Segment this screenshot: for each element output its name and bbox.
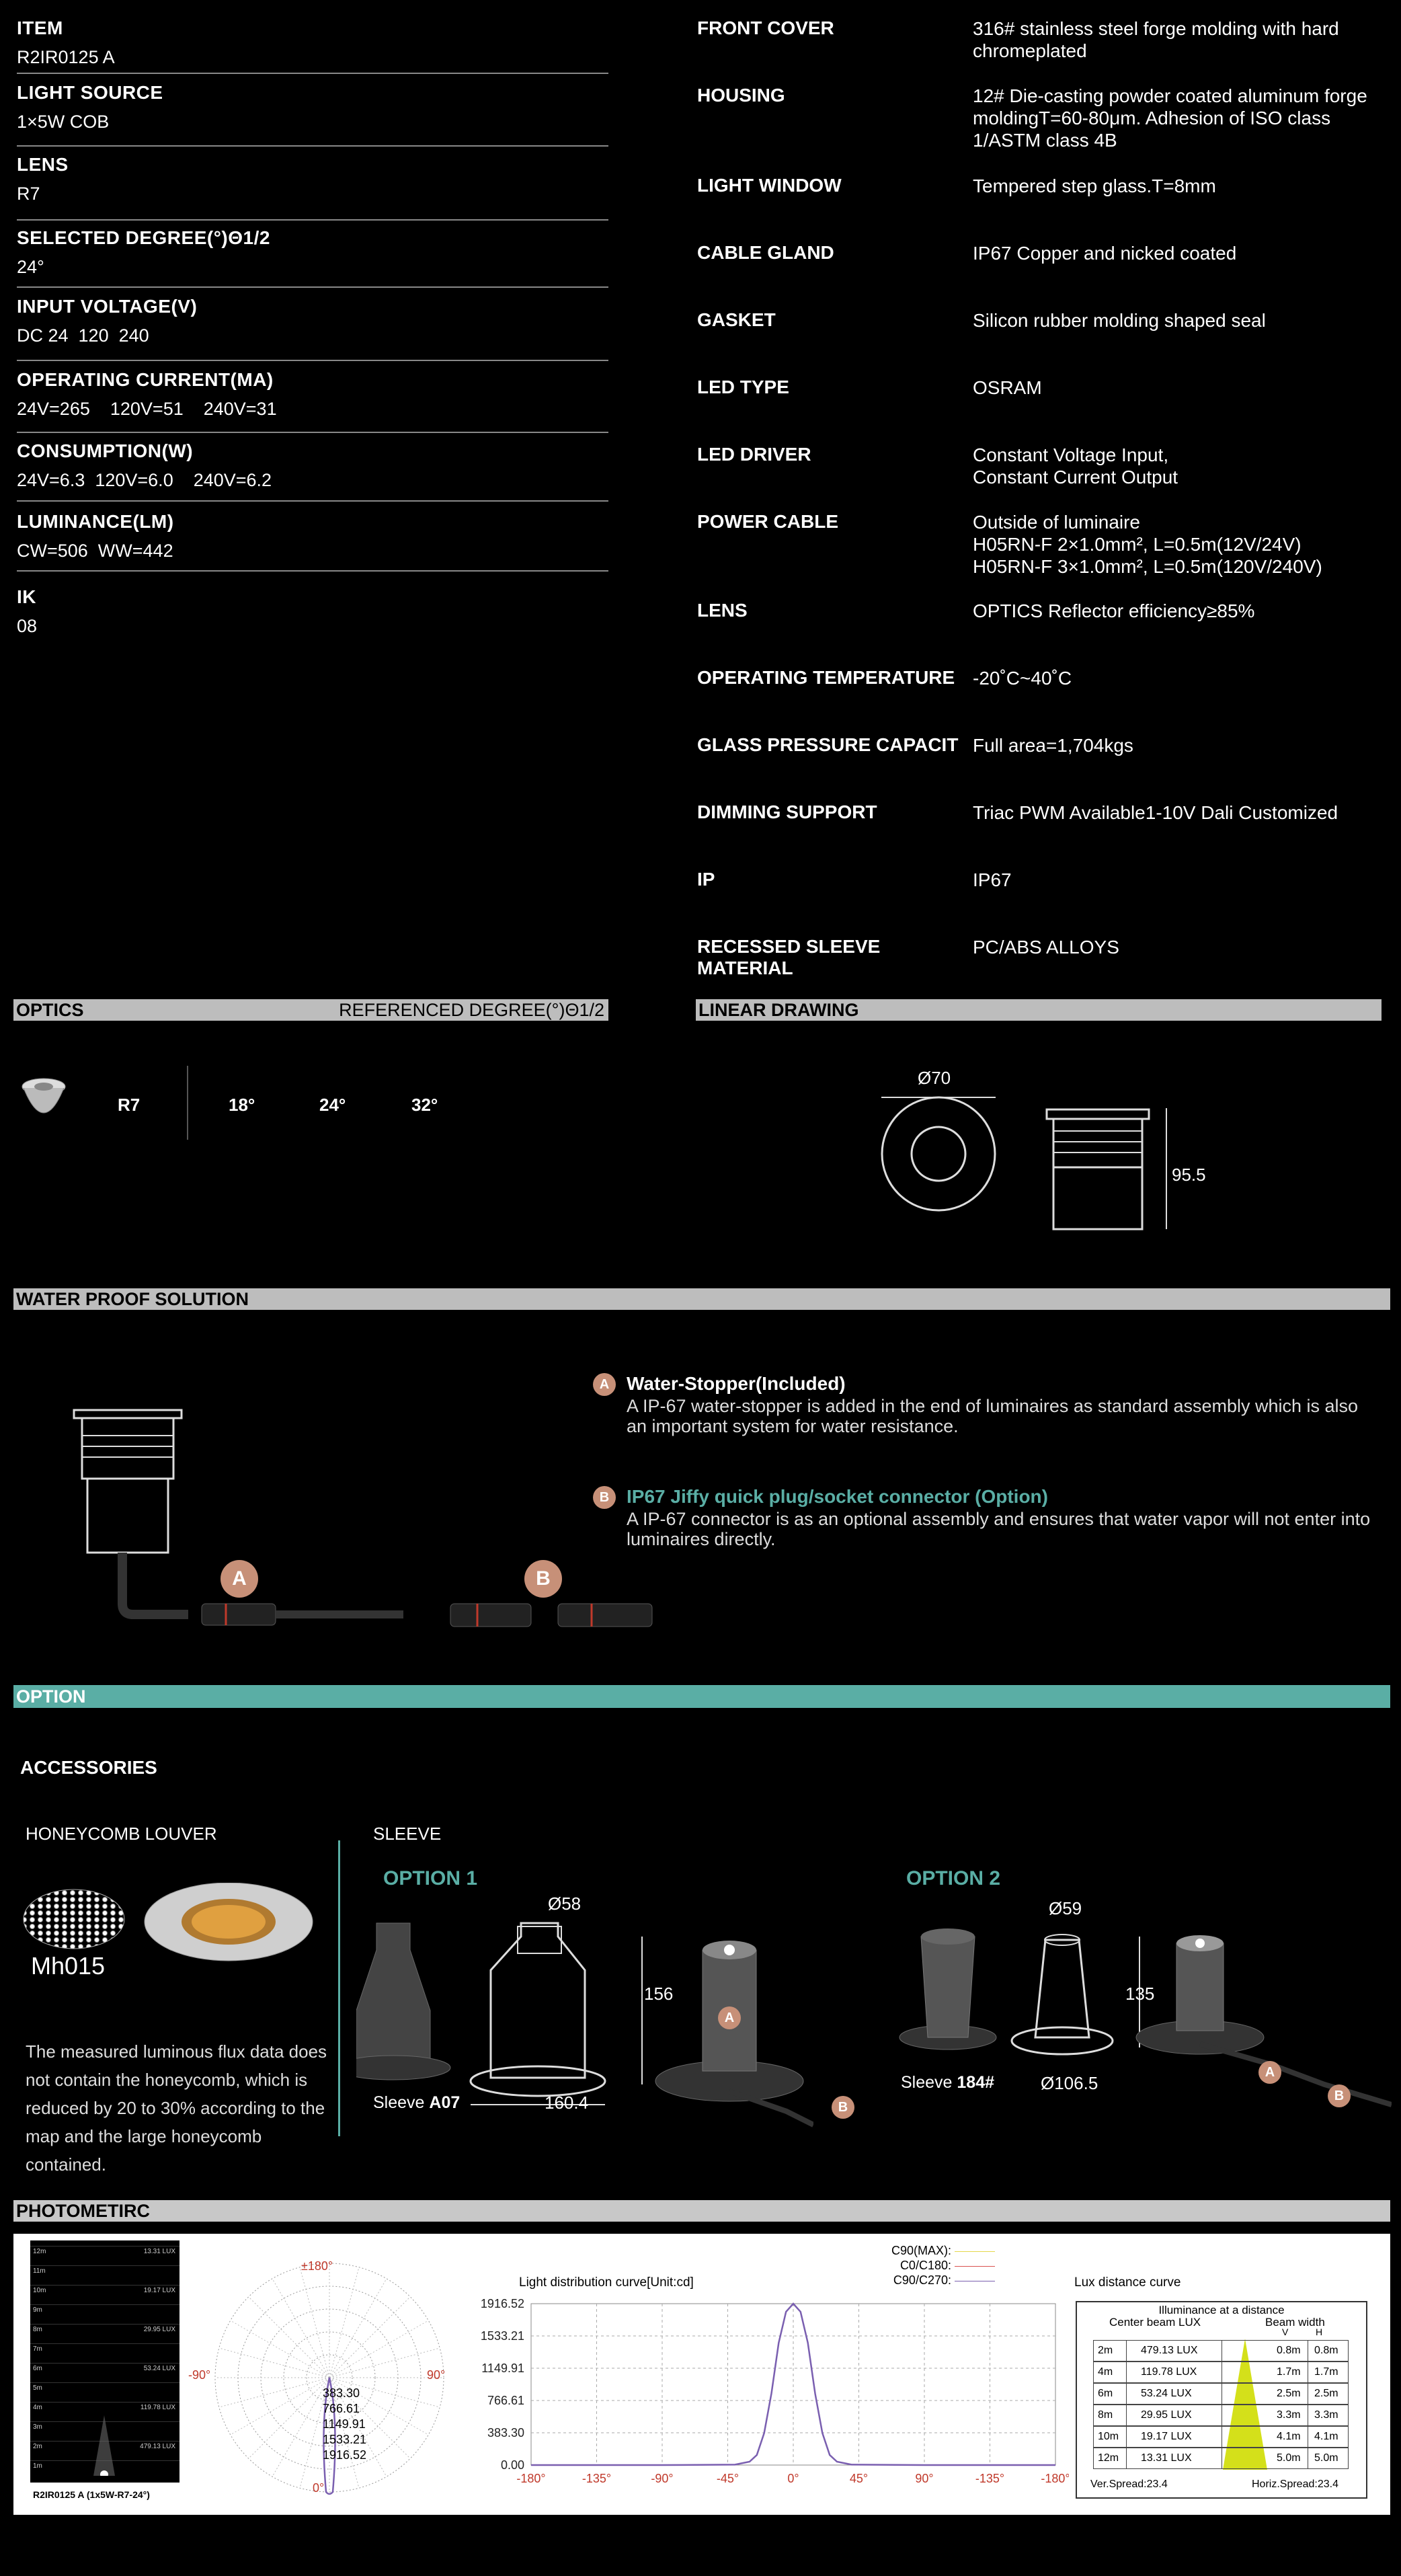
- lux-cell-lux: 119.78 LUX: [1141, 2366, 1197, 2378]
- lux-cell-divider: [1126, 2448, 1127, 2468]
- lux-box: [1076, 2301, 1367, 2499]
- sleeve-option-1-badge-b: B: [832, 2096, 854, 2119]
- waterproof-badge-b-large: B: [524, 1560, 562, 1598]
- left-spec-label: OPERATING CURRENT(MA): [17, 369, 274, 390]
- right-spec-label: CABLE GLAND: [697, 242, 834, 263]
- lux-cell-h: 1.7m: [1314, 2366, 1338, 2378]
- light-distribution-chart: [450, 2294, 1069, 2513]
- thumbnail-distance: 10m: [33, 2287, 46, 2294]
- thumbnail-distance: 9m: [33, 2306, 42, 2314]
- linear-top-view: [877, 1089, 1213, 1254]
- polar-left-label: -90°: [188, 2368, 211, 2382]
- left-spec-divider: [17, 73, 608, 74]
- thumbnail-row: [30, 2343, 179, 2353]
- polar-ring-4: 1533.21: [323, 2433, 367, 2446]
- polar-spoke: [249, 2297, 329, 2378]
- polar-ring-3: 1149.91: [323, 2417, 366, 2431]
- sleeve-option-2-width-dim: Ø106.5: [1041, 2073, 1098, 2093]
- left-spec-4: [17, 296, 608, 346]
- thumbnail-distance: 12m: [33, 2248, 46, 2255]
- left-spec-divider: [17, 286, 608, 288]
- thumbnail-lux: 479.13 LUX: [140, 2443, 175, 2450]
- polar-spoke: [219, 2378, 329, 2407]
- optics-referenced-degree: REFERENCED DEGREE(°)Θ1/2: [339, 1000, 604, 1020]
- lux-row: [1093, 2448, 1349, 2469]
- lux-row: [1093, 2340, 1349, 2362]
- left-spec-3: [17, 227, 608, 278]
- polar-bottom-label: 0°: [313, 2481, 325, 2495]
- polar-ring-5: 1916.52: [323, 2448, 367, 2462]
- right-spec-value: PC/ABS ALLOYS: [973, 937, 1119, 958]
- lux-cell-v: 1.7m: [1277, 2366, 1301, 2378]
- lux-cell-divider: [1126, 2405, 1127, 2425]
- sleeve-option-2-badge-a: A: [1258, 2061, 1281, 2084]
- right-spec-label: RECESSED SLEEVE MATERIAL: [697, 936, 881, 978]
- thumbnail-caption: R2IR0125 A (1x5W-R7-24°): [33, 2489, 150, 2500]
- sleeve-option-1-top-dim: Ø58: [548, 1894, 582, 1914]
- left-spec-label: INPUT VOLTAGE(V): [17, 296, 198, 317]
- lux-cell-lux: 13.31 LUX: [1141, 2452, 1192, 2464]
- lux-row: [1093, 2383, 1349, 2405]
- lux-cell-h: 2.5m: [1314, 2388, 1338, 2399]
- thumbnail-distance: 5m: [33, 2384, 42, 2392]
- sleeve-option-1-code: A07: [429, 2093, 461, 2112]
- chart-x-tick: 90°: [915, 2472, 934, 2485]
- lux-cell-divider: [1126, 2427, 1127, 2447]
- curve-title: Light distribution curve[Unit:cd]: [519, 2275, 694, 2290]
- sleeve-option-2-code: 184#: [957, 2073, 995, 2092]
- right-spec-label: DIMMING SUPPORT: [697, 802, 877, 822]
- left-spec-divider: [17, 145, 608, 147]
- polar-diagram: [195, 2247, 491, 2513]
- left-spec-label: ITEM: [17, 17, 63, 38]
- legend-item-c0c180: [834, 2258, 995, 2273]
- right-spec-value: 12# Die-casting powder coated aluminum forge moldingT=60-80μm. Adhesion of ISO class 1/ASTM class 4B: [973, 85, 1367, 151]
- waterproof-b-title: IP67 Jiffy quick plug/socket connector (Option): [627, 1486, 1048, 1507]
- lux-cell-v: 4.1m: [1277, 2431, 1301, 2442]
- waterproof-illustration: [67, 1402, 686, 1654]
- thumbnail-row: [30, 2304, 179, 2314]
- chart-x-tick: -45°: [716, 2472, 739, 2485]
- right-spec-value: OPTICS Reflector efficiency≥85%: [973, 600, 1255, 621]
- polar-spoke: [329, 2267, 359, 2378]
- right-spec-label: LED DRIVER: [697, 444, 811, 465]
- waterproof-title: WATER PROOF SOLUTION: [16, 1289, 249, 1309]
- sleeve-option-1-badge-a: A: [718, 2006, 741, 2029]
- polar-ring-labels: [323, 2386, 366, 2463]
- right-spec-value: Triac PWM Available1-10V Dali Customized: [973, 802, 1338, 823]
- chart-y-tick: 0.00: [500, 2458, 524, 2472]
- sleeve-option-2-title: OPTION 2: [906, 1867, 1001, 1889]
- thumbnail-row: [30, 2402, 179, 2411]
- lux-cell-divider: [1126, 2384, 1127, 2404]
- reflector-icon: [20, 1076, 67, 1120]
- right-spec-label: GASKET: [697, 309, 776, 330]
- lux-hor-spread: Horiz.Spread:23.4: [1252, 2479, 1338, 2490]
- right-spec-label: HOUSING: [697, 85, 785, 106]
- left-spec-divider: [17, 500, 608, 502]
- lux-cell-v: 5.0m: [1277, 2452, 1301, 2464]
- right-spec-value: Constant Voltage Input, Constant Current Output: [973, 444, 1178, 487]
- right-spec-value: -20˚C~40˚C: [973, 668, 1072, 689]
- right-spec-label: LENS: [697, 600, 748, 621]
- right-spec-value: Outside of luminaire H05RN-F 2×1.0mm², L=0.5m(12V/24V) H05RN-F 3×1.0mm², L=0.5m(120V/240V): [973, 512, 1322, 577]
- accessories-title: ACCESSORIES: [20, 1757, 157, 1778]
- left-spec-value: R7: [17, 184, 40, 204]
- lux-cell-lux: 479.13 LUX: [1141, 2345, 1198, 2356]
- left-spec-label: LENS: [17, 154, 69, 175]
- polar-ring-2: 766.61: [323, 2402, 360, 2415]
- polar-spoke: [249, 2378, 329, 2458]
- thumbnail-distance: 6m: [33, 2365, 42, 2372]
- lux-cell-v: 0.8m: [1277, 2345, 1301, 2356]
- right-spec-label: IP: [697, 869, 715, 890]
- left-spec-1: [17, 82, 608, 132]
- chart-x-tick: 45°: [849, 2472, 869, 2485]
- option-bar: [13, 1685, 1390, 1708]
- thumbnail-lux: 119.78 LUX: [140, 2404, 175, 2411]
- right-spec-label: OPERATING TEMPERATURE: [697, 667, 955, 688]
- left-spec-value: 08: [17, 616, 38, 636]
- left-spec-divider: [17, 360, 608, 361]
- optics-degree-3: 32°: [411, 1095, 438, 1115]
- photometric-title: PHOTOMETIRC: [16, 2201, 151, 2221]
- thumbnail-distance: 4m: [33, 2404, 42, 2411]
- right-spec-label: POWER CABLE: [697, 511, 838, 532]
- thumbnail-row: [30, 2363, 179, 2372]
- lux-h-label: H: [1316, 2327, 1323, 2337]
- right-spec-value: 316# stainless steel forge molding with hard chromeplated: [973, 18, 1339, 61]
- thumbnail-distance: 11m: [33, 2267, 46, 2275]
- option-title: OPTION: [16, 1686, 86, 1707]
- chart-x-tick: 0°: [787, 2472, 799, 2485]
- option-divider: [338, 1840, 340, 2136]
- chart-x-tick: -180°: [516, 2472, 546, 2485]
- polar-spoke: [329, 2297, 410, 2378]
- left-spec-8: [17, 586, 608, 637]
- left-spec-value: 1×5W COB: [17, 112, 110, 132]
- thumbnail-lux: 13.31 LUX: [143, 2248, 175, 2255]
- thumbnail-row: [30, 2285, 179, 2294]
- lux-cell-d: 10m: [1098, 2431, 1119, 2442]
- polar-spoke: [231, 2320, 329, 2378]
- left-spec-label: LIGHT SOURCE: [17, 82, 163, 103]
- left-spec-label: IK: [17, 586, 36, 607]
- chart-y-tick: 1533.21: [480, 2329, 524, 2343]
- right-spec-value: IP67: [973, 869, 1012, 890]
- honeycomb-code: Mh015: [31, 1952, 106, 1980]
- lux-cell-d: 12m: [1098, 2452, 1119, 2464]
- lux-cell-lux: 53.24 LUX: [1141, 2388, 1192, 2399]
- linear-diameter-label: Ø70: [918, 1068, 951, 1088]
- waterproof-bar: [13, 1288, 1390, 1310]
- polar-spoke: [219, 2348, 329, 2378]
- left-spec-value: R2IR0125 A: [17, 47, 115, 67]
- left-spec-value: 24V=6.3 120V=6.0 240V=6.2: [17, 470, 272, 490]
- polar-top-label: ±180°: [301, 2259, 333, 2273]
- chart-x-tick: -135°: [975, 2472, 1005, 2485]
- thumbnail-distance: 2m: [33, 2443, 42, 2450]
- left-spec-value: DC 24 120 240: [17, 325, 149, 346]
- waterproof-badge-b: B: [593, 1486, 616, 1509]
- lux-cell-h: 0.8m: [1314, 2345, 1338, 2356]
- chart-x-tick: -135°: [582, 2472, 612, 2485]
- lux-cell-d: 6m: [1098, 2388, 1113, 2399]
- thumbnail-lux: 29.95 LUX: [143, 2326, 175, 2333]
- polar-spoke: [329, 2348, 440, 2378]
- lux-cell-d: 8m: [1098, 2409, 1113, 2421]
- optics-lens-name: R7: [118, 1095, 141, 1115]
- optics-title: OPTICS: [16, 1000, 84, 1020]
- left-spec-divider: [17, 432, 608, 433]
- thumbnail-row: [30, 2324, 179, 2333]
- lux-row: [1093, 2426, 1349, 2448]
- lux-center-label: Center beam LUX: [1109, 2316, 1201, 2329]
- left-spec-divider: [17, 219, 608, 221]
- sleeve-option-2-badge-b: B: [1328, 2084, 1351, 2107]
- lux-ver-spread: Ver.Spread:23.4: [1090, 2479, 1168, 2490]
- lux-cell-d: 2m: [1098, 2345, 1113, 2356]
- legend-label-c90c270: C90/C270:: [893, 2273, 951, 2287]
- left-spec-label: CONSUMPTION(W): [17, 440, 194, 461]
- lux-row: [1093, 2405, 1349, 2426]
- honeycomb-title: HONEYCOMB LOUVER: [26, 1824, 217, 1844]
- chart-y-tick: 383.30: [487, 2426, 524, 2440]
- curve-legend: [834, 2243, 995, 2288]
- lux-cell-h: 4.1m: [1314, 2431, 1338, 2442]
- polar-spoke: [329, 2279, 387, 2378]
- right-spec-value: Silicon rubber molding shaped seal: [973, 310, 1266, 331]
- waterproof-a-text: A IP-67 water-stopper is added in the end of luminaires as standard assembly which is also an important system for water resistance.: [627, 1396, 1359, 1436]
- lux-title: Lux distance curve: [1074, 2275, 1181, 2290]
- legend-swatch-yellow: [955, 2251, 995, 2252]
- sleeve-option-2-label: [901, 2073, 994, 2093]
- sleeve-option-1-prefix: Sleeve: [373, 2093, 430, 2112]
- thumbnail-row: [30, 2246, 179, 2255]
- legend-label-c90max: C90(MAX):: [891, 2244, 951, 2257]
- sleeve-option-1-label: [373, 2093, 460, 2113]
- left-spec-value: 24V=265 120V=51 240V=31: [17, 399, 277, 419]
- polar-spoke: [272, 2378, 329, 2476]
- left-spec-5: [17, 369, 608, 420]
- legend-item-c90max: [834, 2243, 995, 2258]
- photometric-panel: [13, 2234, 1390, 2515]
- legend-swatch-red: [955, 2266, 995, 2267]
- honeycomb-note: The measured luminous flux data does not contain the honeycomb, which is reduced by 20 to 30% according to the map and the large honeycomb contained.: [26, 2041, 327, 2175]
- right-spec-label: GLASS PRESSURE CAPACIT: [697, 734, 959, 755]
- sleeve-option-1-width-dim: 160.4: [545, 2093, 589, 2113]
- right-spec-label: FRONT COVER: [697, 17, 834, 38]
- left-spec-2: [17, 154, 608, 204]
- thumbnail-lux: 19.17 LUX: [143, 2287, 175, 2294]
- photometric-thumbnail: [30, 2240, 179, 2503]
- thumbnail-lux: 53.24 LUX: [143, 2365, 175, 2372]
- lux-cell-divider: [1126, 2362, 1127, 2382]
- optics-bar: [13, 999, 608, 1021]
- lux-beam-label: Beam width: [1265, 2316, 1325, 2329]
- optics-degree-1: 18°: [229, 1095, 255, 1115]
- left-spec-value: CW=506 WW=442: [17, 541, 173, 561]
- left-spec-value: 24°: [17, 257, 44, 277]
- lux-row: [1093, 2362, 1349, 2383]
- left-spec-7: [17, 511, 608, 561]
- optics-divider: [187, 1066, 188, 1140]
- sleeve-option-2-top-dim: Ø59: [1049, 1898, 1082, 1918]
- lux-cell-d: 4m: [1098, 2366, 1113, 2378]
- lux-cell-h: 5.0m: [1314, 2452, 1338, 2464]
- right-spec-value: OSRAM: [973, 377, 1042, 398]
- right-spec-label: LED TYPE: [697, 377, 789, 397]
- waterproof-b-text: A IP-67 connector is as an optional assembly and ensures that water vapor will not enter into luminaires directly.: [627, 1509, 1371, 1549]
- polar-ring-1: 383.30: [323, 2386, 360, 2400]
- legend-label-c0c180: C0/C180:: [899, 2259, 951, 2272]
- waterproof-a-title: Water-Stopper(Included): [627, 1373, 846, 1394]
- chart-y-tick: 1916.52: [480, 2297, 524, 2310]
- optics-degree-2: 24°: [319, 1095, 346, 1115]
- thumbnail-row: [30, 2382, 179, 2392]
- thumbnail-row: [30, 2265, 179, 2275]
- chart-y-tick: 1149.91: [481, 2362, 524, 2376]
- chart-y-tick: 766.61: [487, 2393, 524, 2407]
- left-spec-6: [17, 440, 608, 491]
- right-spec-value: Full area=1,704kgs: [973, 735, 1133, 756]
- sleeve-option-1-title: OPTION 1: [383, 1867, 478, 1889]
- waterproof-badge-a: A: [593, 1373, 616, 1396]
- legend-item-c90c270: [834, 2273, 995, 2288]
- thumbnail-distance: 1m: [33, 2462, 42, 2470]
- polar-spoke: [272, 2279, 329, 2378]
- thumbnail-distance: 7m: [33, 2345, 42, 2353]
- lux-cell-h: 3.3m: [1314, 2409, 1338, 2421]
- sleeve-title: SLEEVE: [373, 1824, 442, 1844]
- left-spec-label: SELECTED DEGREE(°)Θ1/2: [17, 227, 270, 248]
- right-spec-value: Tempered step glass.T=8mm: [973, 175, 1216, 196]
- sleeve-option-2-height-dim: 135: [1125, 1984, 1155, 2004]
- left-spec-divider: [17, 570, 608, 572]
- left-spec-0: [17, 17, 608, 68]
- thumbnail-distance: 3m: [33, 2423, 42, 2431]
- right-spec-label: LIGHT WINDOW: [697, 175, 842, 196]
- sleeve-option-2-images: [894, 1923, 1392, 2148]
- lux-cell-lux: 19.17 LUX: [1141, 2431, 1192, 2442]
- photometric-bar: [13, 2200, 1390, 2222]
- lux-cell-v: 3.3m: [1277, 2409, 1301, 2421]
- left-spec-label: LUMINANCE(LM): [17, 511, 174, 532]
- linear-height-label: 95.5: [1172, 1165, 1206, 1185]
- polar-right-label: 90°: [427, 2368, 446, 2382]
- linear-drawing-bar: [696, 999, 1382, 1021]
- lux-v-label: V: [1282, 2327, 1289, 2337]
- polar-spoke: [329, 2320, 428, 2378]
- sleeve-option-1-height-dim: 156: [644, 1984, 674, 2004]
- thumbnail-distance: 8m: [33, 2326, 42, 2333]
- sleeve-option-2-prefix: Sleeve: [901, 2073, 957, 2092]
- lux-cell-divider: [1126, 2341, 1127, 2361]
- lux-cell-lux: 29.95 LUX: [1141, 2409, 1192, 2421]
- right-spec-value: IP67 Copper and nicked coated: [973, 243, 1237, 264]
- lux-cell-v: 2.5m: [1277, 2388, 1301, 2399]
- chart-x-tick: -90°: [651, 2472, 674, 2485]
- waterproof-badge-a-large: A: [221, 1560, 258, 1598]
- polar-spoke: [300, 2267, 329, 2378]
- linear-drawing-title: LINEAR DRAWING: [698, 1000, 859, 1020]
- polar-spoke: [231, 2378, 329, 2435]
- lux-box-title: Illuminance at a distance: [1158, 2304, 1285, 2316]
- chart-x-tick: -180°: [1041, 2472, 1069, 2485]
